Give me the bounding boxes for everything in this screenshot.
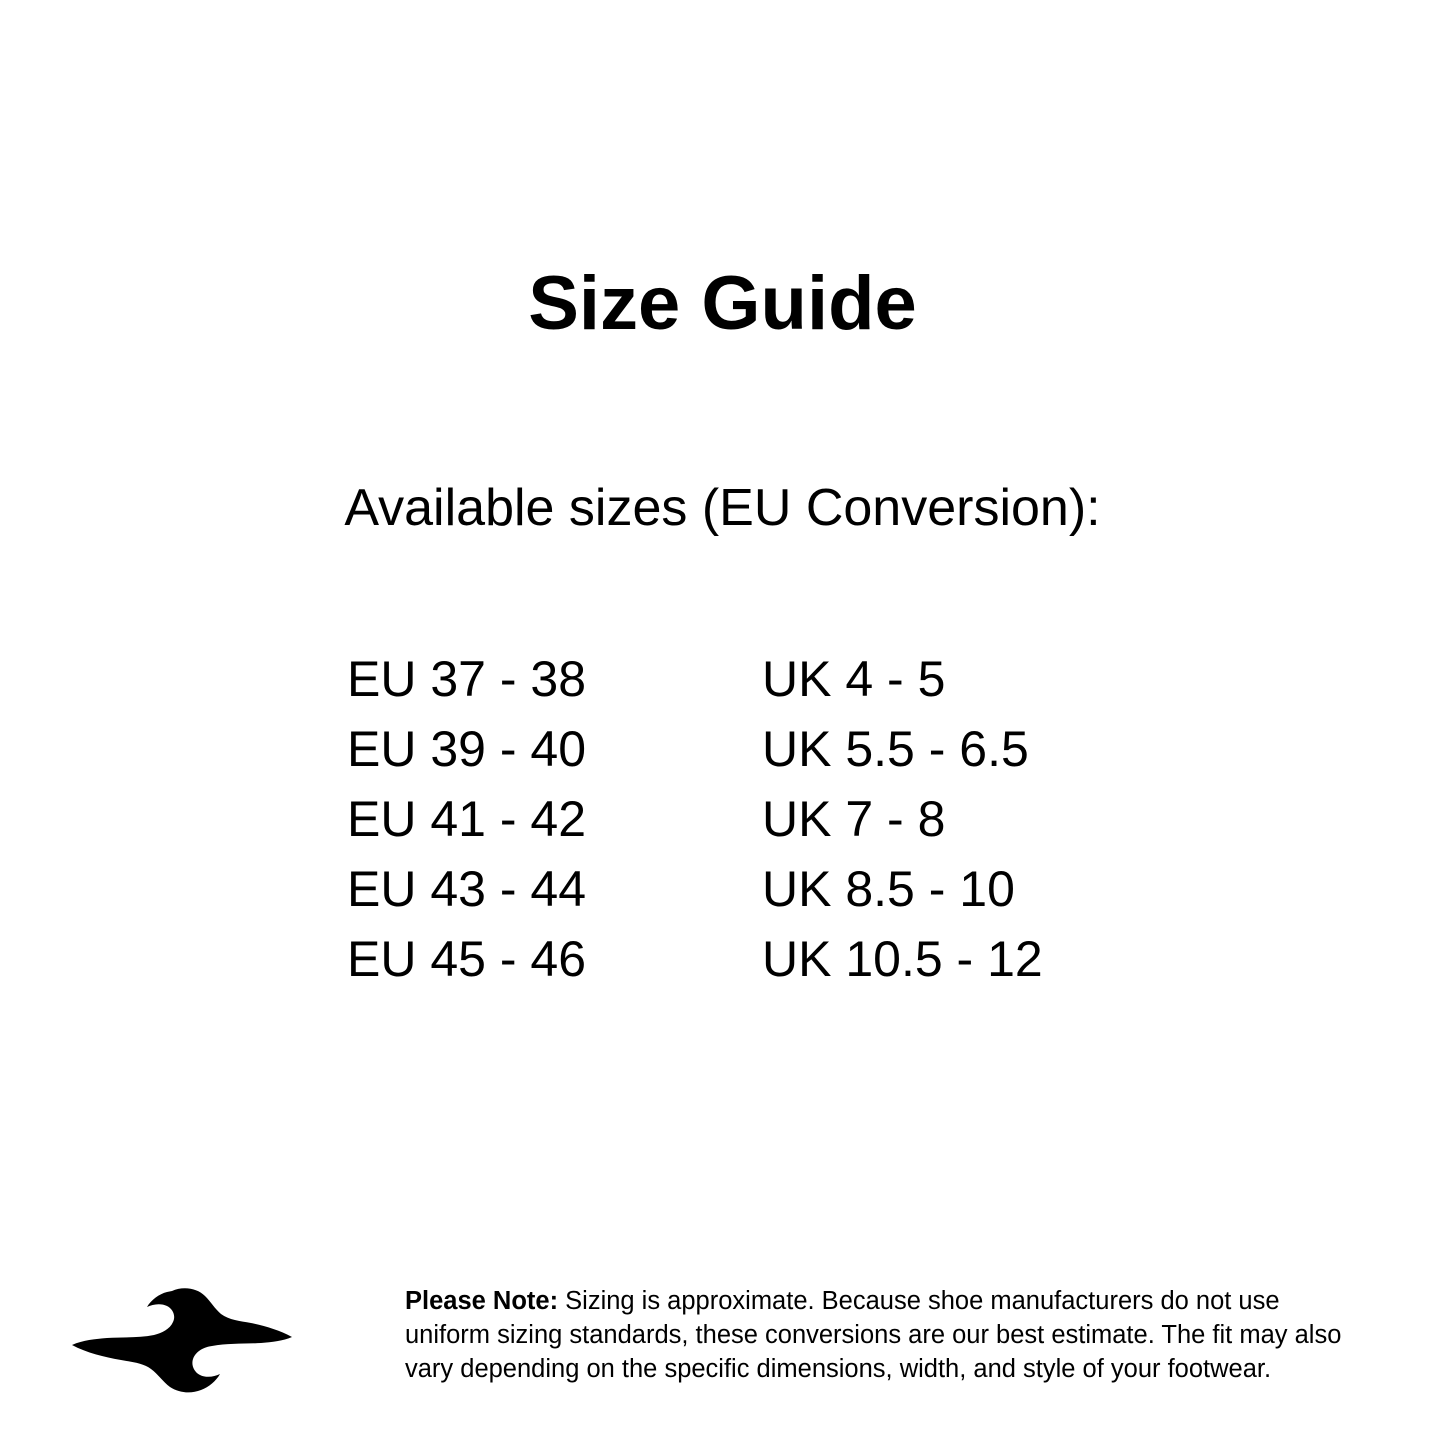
eu-size-value: EU 39 - 40 <box>347 721 587 777</box>
eu-size-value: EU 41 - 42 <box>347 791 587 847</box>
please-note-body: Sizing is approximate. Because shoe manufacturers do not use uniform sizing standards, these conversions are our best estimate. The fit may also vary depending on the specific dimensions, width, and style of your footwear. <box>405 1287 1342 1383</box>
table-row <box>347 860 1147 930</box>
table-row <box>347 720 1147 790</box>
uk-size-value: UK 10.5 - 12 <box>762 931 1043 987</box>
available-sizes-heading: Available sizes (EU Conversion): <box>344 479 1101 537</box>
uk-size-value: UK 4 - 5 <box>762 651 946 707</box>
page-title: Size Guide <box>528 261 917 346</box>
table-row <box>347 930 1147 1000</box>
eu-size-value: EU 43 - 44 <box>347 861 587 917</box>
uk-size-value: UK 7 - 8 <box>762 791 946 847</box>
footer <box>0 1275 1445 1415</box>
eu-size-value: EU 45 - 46 <box>347 931 587 987</box>
brand-logo-icon <box>55 1285 300 1395</box>
please-note-text <box>405 1285 1365 1387</box>
uk-size-value: UK 8.5 - 10 <box>762 861 1015 917</box>
table-row <box>347 650 1147 720</box>
eu-size-value: EU 37 - 38 <box>347 651 587 707</box>
please-note-label: Please Note: <box>405 1287 559 1315</box>
table-row <box>347 790 1147 860</box>
size-conversion-table <box>347 650 1147 1000</box>
uk-size-value: UK 5.5 - 6.5 <box>762 721 1029 777</box>
